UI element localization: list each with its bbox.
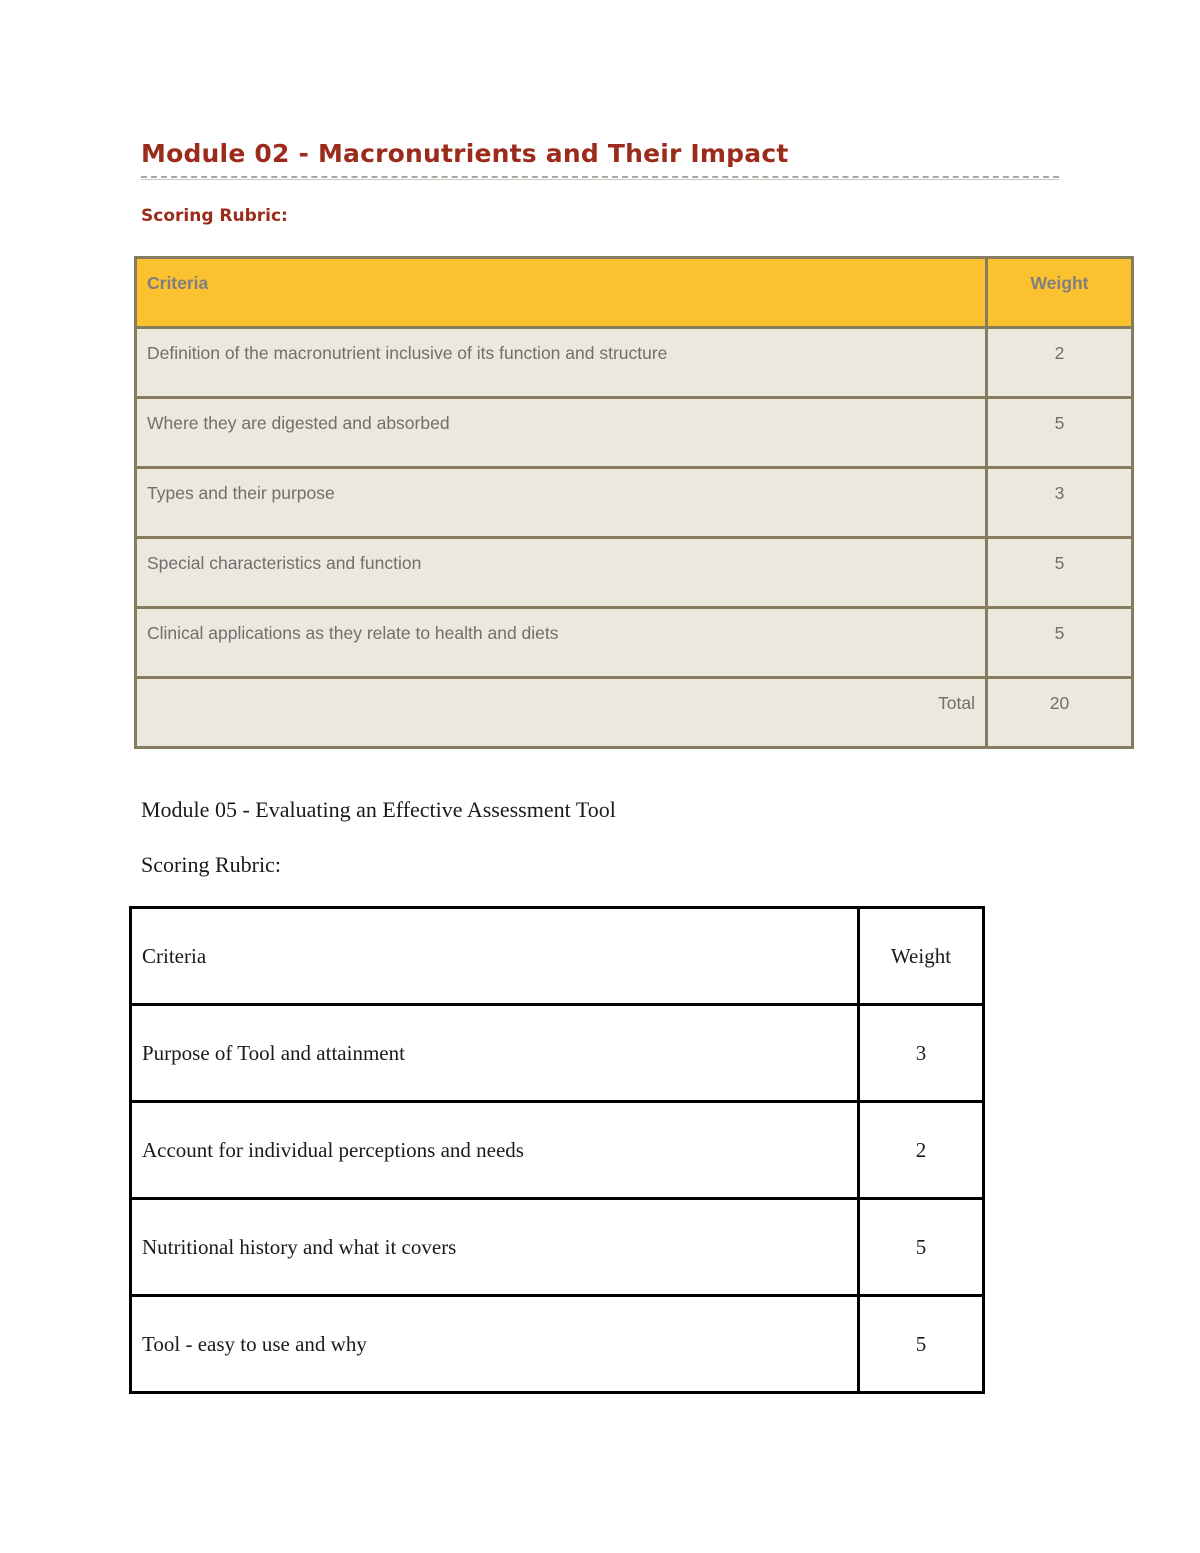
module05-title: Module 05 - Evaluating an Effective Assessment Tool bbox=[141, 797, 616, 822]
criteria-cell: Tool - easy to use and why bbox=[131, 1296, 859, 1393]
table-row bbox=[131, 1296, 984, 1393]
total-label: Total bbox=[136, 678, 987, 748]
weight-cell: 2 bbox=[987, 328, 1133, 398]
criteria-cell: Special characteristics and function bbox=[136, 538, 987, 608]
criteria-cell: Nutritional history and what it covers bbox=[131, 1199, 859, 1296]
module02-rubric-table bbox=[134, 256, 1134, 749]
header-criteria: Criteria bbox=[131, 908, 859, 1005]
table-row bbox=[136, 468, 1133, 538]
weight-cell: 5 bbox=[987, 538, 1133, 608]
header-weight: Weight bbox=[859, 908, 984, 1005]
total-value: 20 bbox=[987, 678, 1133, 748]
weight-cell: 3 bbox=[987, 468, 1133, 538]
criteria-cell: Definition of the macronutrient inclusive of its function and structure bbox=[136, 328, 987, 398]
weight-cell: 5 bbox=[859, 1199, 984, 1296]
weight-cell: 5 bbox=[987, 608, 1133, 678]
table-row bbox=[136, 328, 1133, 398]
criteria-cell: Account for individual perceptions and needs bbox=[131, 1102, 859, 1199]
table-row bbox=[131, 1199, 984, 1296]
criteria-cell: Clinical applications as they relate to health and diets bbox=[136, 608, 987, 678]
criteria-cell: Where they are digested and absorbed bbox=[136, 398, 987, 468]
total-row bbox=[136, 678, 1133, 748]
table-row bbox=[136, 608, 1133, 678]
title-divider bbox=[141, 176, 1059, 178]
weight-cell: 2 bbox=[859, 1102, 984, 1199]
module02-scoring-rubric-label: Scoring Rubric: bbox=[141, 206, 288, 226]
module05-rubric-table bbox=[129, 906, 985, 1394]
table-row bbox=[136, 538, 1133, 608]
table-header-row bbox=[131, 908, 984, 1005]
criteria-cell: Purpose of Tool and attainment bbox=[131, 1005, 859, 1102]
title-divider-underline bbox=[141, 179, 1059, 180]
module02-title: Module 02 - Macronutrients and Their Impact bbox=[141, 139, 789, 168]
module05-scoring-rubric-label: Scoring Rubric: bbox=[141, 852, 281, 877]
weight-cell: 5 bbox=[859, 1296, 984, 1393]
table-row bbox=[131, 1102, 984, 1199]
table-header-row bbox=[136, 258, 1133, 328]
header-criteria: Criteria bbox=[136, 258, 987, 328]
table-row bbox=[136, 398, 1133, 468]
header-weight: Weight bbox=[987, 258, 1133, 328]
weight-cell: 5 bbox=[987, 398, 1133, 468]
weight-cell: 3 bbox=[859, 1005, 984, 1102]
criteria-cell: Types and their purpose bbox=[136, 468, 987, 538]
table-row bbox=[131, 1005, 984, 1102]
